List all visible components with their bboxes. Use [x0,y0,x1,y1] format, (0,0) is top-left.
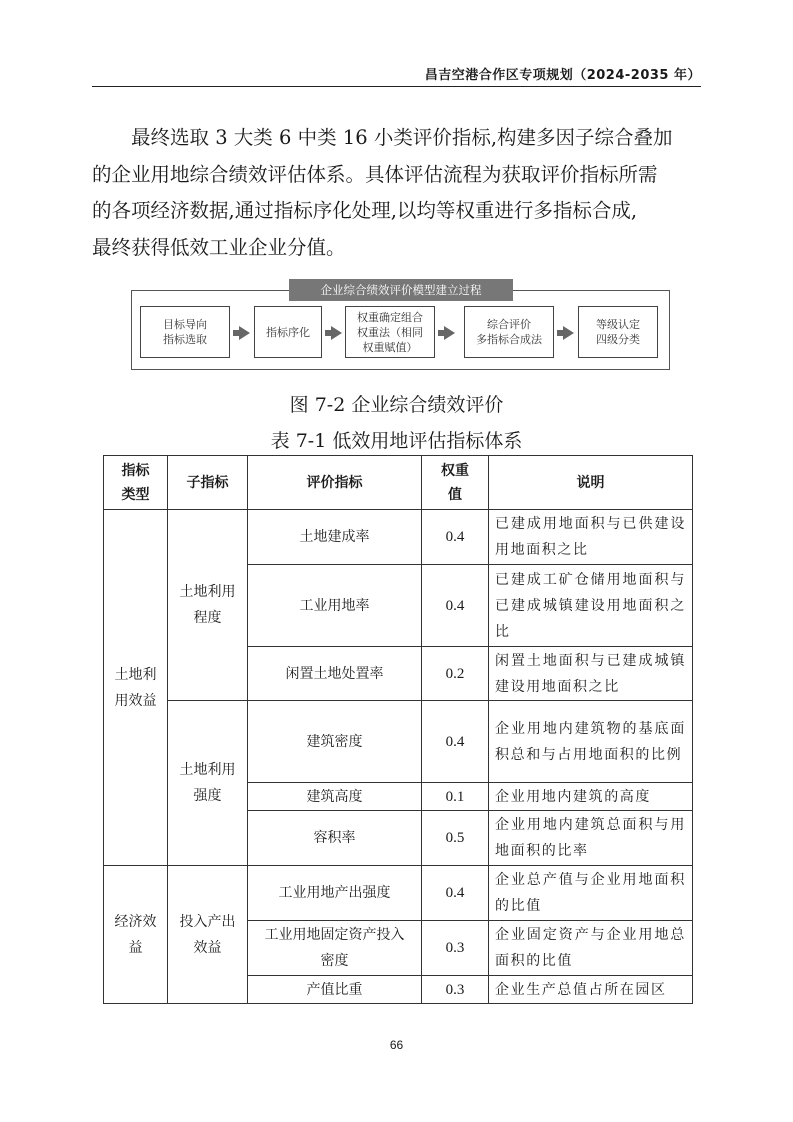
sub-cell: 土地利用 程度 [168,510,248,701]
col-header-indicator: 评价指标 [248,456,422,510]
type-cell: 土地利 用效益 [104,510,168,866]
header-rule [92,86,701,87]
flow-step-label: 目标导向 指标选取 [163,318,207,346]
arrow-right-icon [331,326,342,340]
indicator-cell: 建筑密度 [248,701,422,783]
flow-step-grading [578,306,658,358]
indicator-cell: 工业用地率 [248,565,422,647]
indicator-cell: 产值比重 [248,976,422,1004]
table-row [104,866,693,921]
figure-caption: 图 7-2 企业综合绩效评价 [289,394,504,416]
col-header-weight: 权重 值 [422,456,489,510]
header-title: 昌吉空港合作区专项规划（2024-2035 年） [424,68,701,83]
note-cell: 闲置土地面积与已建成城镇建设用地面积之比 [489,647,693,701]
flow-step-label: 指标序化 [266,325,310,339]
indicator-cell: 土地建成率 [248,510,422,565]
note-cell: 已建成用地面积与已供建设用地面积之比 [489,510,693,565]
weight-cell: 0.4 [422,701,489,783]
table-row [104,701,693,783]
note-cell: 已建成工矿仓储用地面积与已建成城镇建设用地面积之比 [489,565,693,647]
indicator-table [103,455,693,1004]
note-cell: 企业用地内建筑物的基底面积总和与占用地面积的比例 [489,701,693,783]
flowchart-title: 企业综合绩效评价模型建立过程 [289,279,513,301]
arrow-right-icon [444,326,455,340]
sub-cell: 土地利用 强度 [168,701,248,866]
weight-cell: 0.1 [422,783,489,811]
table-row [104,510,693,565]
indicator-cell: 工业用地固定资产投入 密度 [248,921,422,976]
indicator-cell: 容积率 [248,811,422,866]
note-cell: 企业生产总值占所在园区 [489,976,693,1004]
flow-step-synthesis [464,306,554,358]
indicator-cell: 工业用地产出强度 [248,866,422,921]
indicator-cell: 闲置土地处置率 [248,647,422,701]
weight-cell: 0.4 [422,510,489,565]
weight-cell: 0.3 [422,921,489,976]
flow-step-label: 等级认定 四级分类 [596,318,640,346]
body-paragraph [92,120,704,266]
sub-cell: 投入产出 效益 [168,866,248,1004]
note-cell: 企业固定资产与企业用地总面积的比值 [489,921,693,976]
note-cell: 企业用地内建筑的高度 [489,783,693,811]
type-cell: 经济效 益 [104,866,168,1004]
flow-step-label: 综合评价 多指标合成法 [476,318,542,346]
col-header-note: 说明 [489,456,693,510]
weight-cell: 0.4 [422,565,489,647]
indicator-cell: 建筑高度 [248,783,422,811]
page-number: 66 [389,1038,404,1052]
col-header-sub: 子指标 [168,456,248,510]
note-cell: 企业总产值与企业用地面积的比值 [489,866,693,921]
weight-cell: 0.2 [422,647,489,701]
paragraph-line: 最终获得低效工业企业分值。 [92,235,346,259]
weight-cell: 0.4 [422,866,489,921]
flow-step-weighting [345,306,435,358]
arrow-right-icon [563,326,574,340]
flow-step-target-selection [140,306,230,358]
table-header-row [104,456,693,510]
evaluation-flowchart [131,283,670,370]
flow-step-ordering [254,306,322,358]
weight-cell: 0.3 [422,976,489,1004]
weight-cell: 0.5 [422,811,489,866]
paragraph-line: 的企业用地综合绩效评估体系。具体评估流程为获取评价指标所需 [92,162,658,186]
paragraph-line: 最终选取 3 大类 6 中类 16 小类评价指标,构建多因子综合叠加 [131,126,673,149]
note-cell: 企业用地内建筑总面积与用地面积的比率 [489,811,693,866]
paragraph-line: 的各项经济数据,通过指标序化处理,以均等权重进行多指标合成, [92,199,638,222]
table-caption: 表 7-1 低效用地评估指标体系 [270,430,523,452]
flow-step-label: 权重确定组合 权重法（相同 权重赋值） [357,310,423,354]
arrow-right-icon [239,326,250,340]
col-header-type: 指标 类型 [104,456,168,510]
